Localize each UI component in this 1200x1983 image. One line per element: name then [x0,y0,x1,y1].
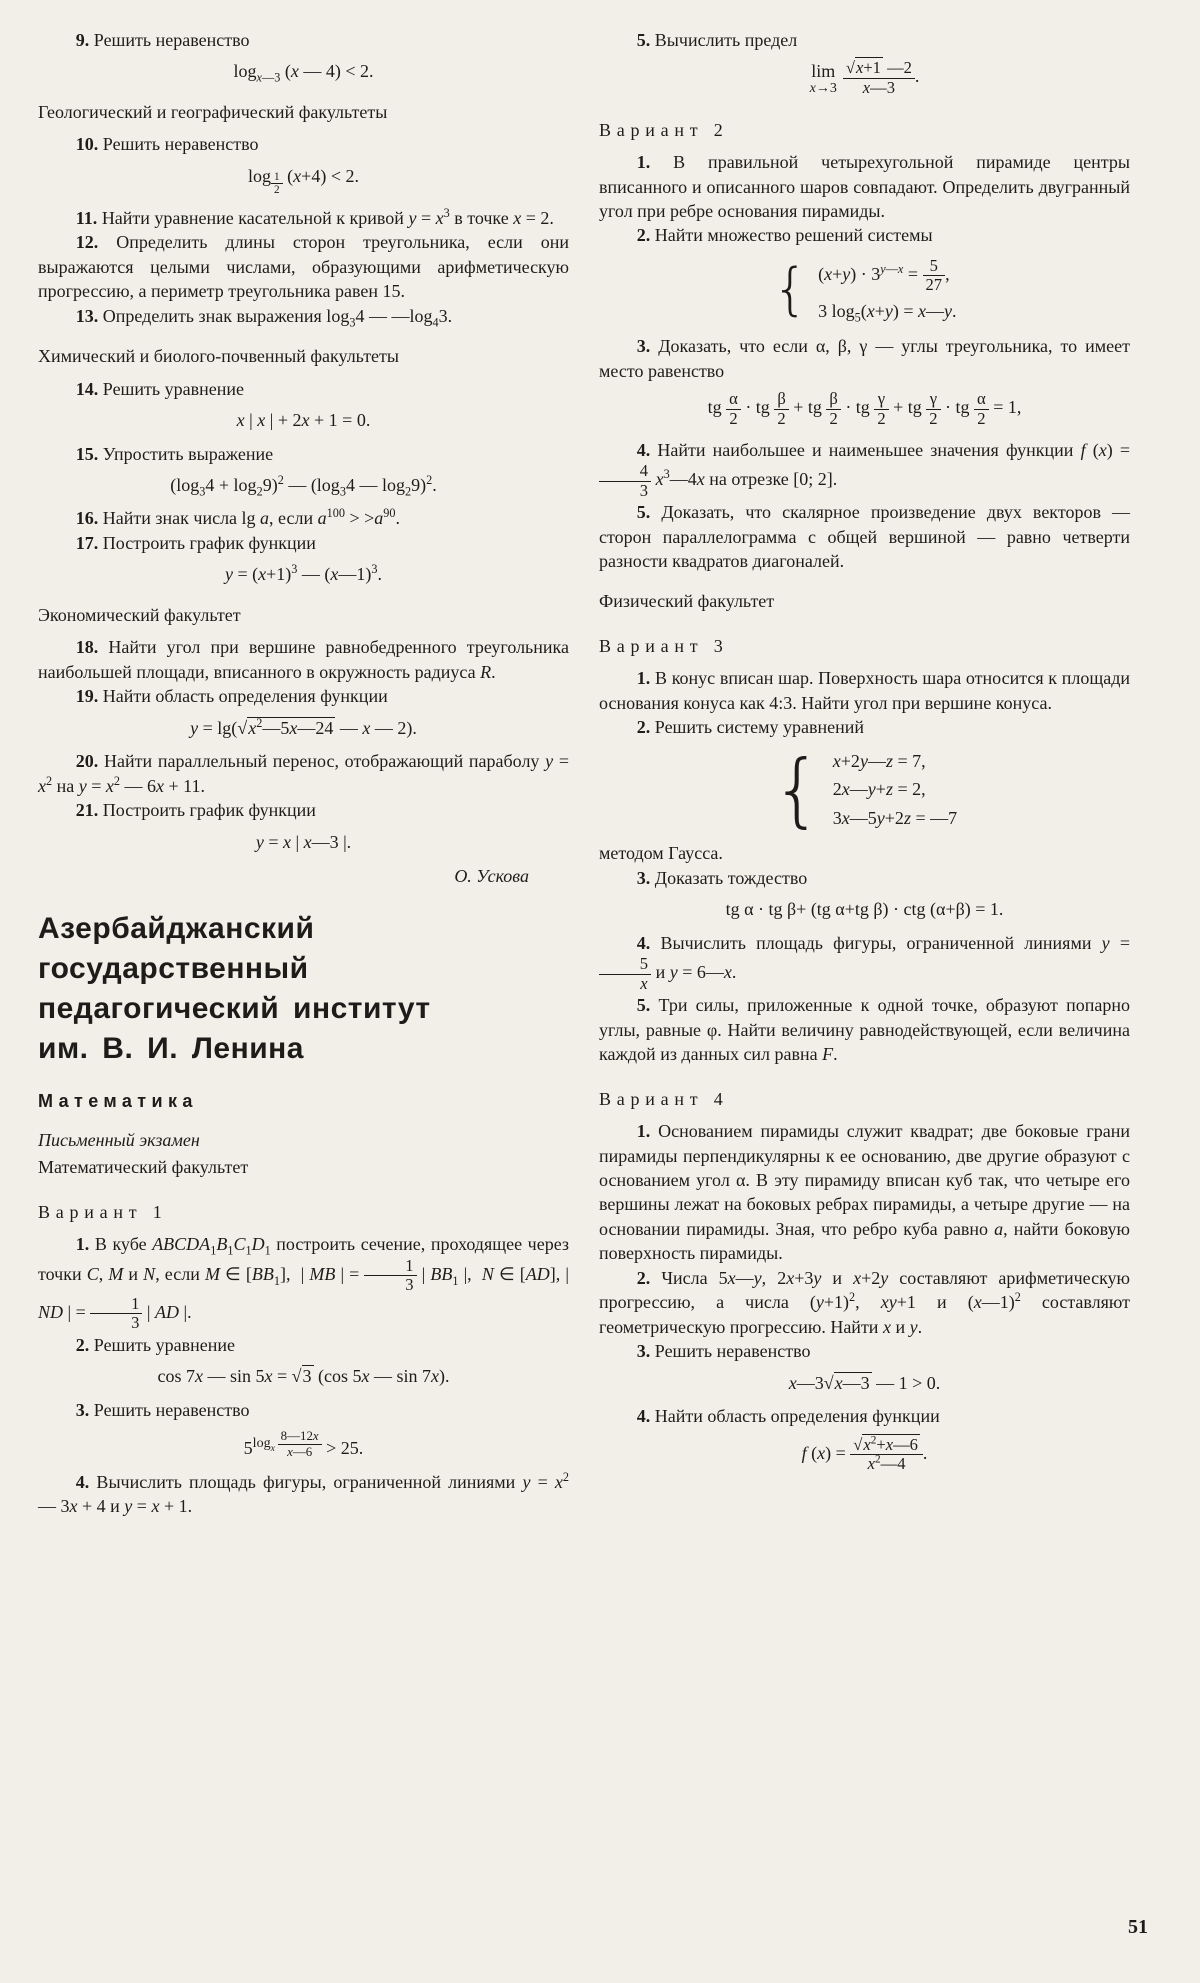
variant-heading: Вариант 2 [599,119,729,140]
problem-paragraph: 10. Решить неравенство [75,134,259,155]
problem-paragraph: 5. Три силы, приложенные к одной точке, образуют попарно углы, равные φ. Найти величину равнодействующей, если величина каждой из данных сил равна F. [599,995,1130,1065]
problem-paragraph: 12. Определить длины сторон треугольника, если они выражаются целыми числами, образующими арифметическую прогрессию, а периметр треугольника равен 15. [38,232,569,302]
problem-paragraph: 3. Доказать тождество [636,867,808,888]
problem-paragraph: 21. Построить график функции [75,800,316,821]
math-formula: $(\log_34 + \log_29)^2$ — ($\log_34$ — $\log_29)^2$. [170,472,437,499]
math-formula: x | x | + 2x + 1 = 0. [236,410,371,431]
problem-paragraph: 2. Числа 5x—y, 2x+3y и x+2y составляют арифметическую прогрессию, а числа $(y+1)^2$, xy+1 и (x—1)$^2$ составляют геометрическую прогрессию. Найти x и y. [599,1267,1131,1337]
institute-heading: Азербайджанский государственный педагогический институт им. В. И. Ленина [38,911,431,1066]
right-column [599,28,1130,1519]
math-formula: tg $\frac{\alpha}{2}$ · tg $\frac{\beta}{2}$ + tg $\frac{\beta}{2}$ · tg $\frac{\gamma}{2}$ + tg $\frac{\gamma}{2}$ · tg $\frac{\alpha}{2}$ = 1, [707,389,1022,428]
exam-type-label: Письменный экзамен [38,1129,200,1150]
faculty-heading: Экономический факультет [38,604,241,625]
problem-paragraph: 5. Вычислить предел [636,30,798,50]
faculty-heading: Физический факультет [599,591,775,612]
problem-paragraph: 3. Решить неравенство [75,1399,250,1420]
problem-paragraph: 20. Найти параллельный перенос, отображающий параболу $y = x^2$ на $y = x^2$ — 6x + 11. [38,751,569,796]
problem-paragraph: 1. В конус вписан шар. Поверхность шара относится к площади основания конуса как 4:3. Найти угол при вершине конуса. [599,668,1130,713]
problem-paragraph: 4. Найти область определения функции [636,1406,940,1427]
page-number: 51 [1128,1915,1148,1938]
math-formula: x—3√x—3 — 1 > 0. [788,1372,941,1393]
math-formula: $\log_{x—3} (x$ — 4) < 2. [233,61,374,86]
math-formula: { $(x+y) \cdot 3^{y—x}$ = $\frac{5}{27}$ , 3 $\log_5(x+y)$ = x—y. [772,255,957,325]
problem-paragraph: 4. Вычислить площадь фигуры, ограниченной линиями y = $\frac{5}{x}$ и y = 6—x. [599,931,1130,994]
problem-paragraph: 2. Найти множество решений системы [636,225,933,246]
problem-paragraph: 11. Найти уравнение касательной к кривой $y = x^3$ в точке x = 2. [75,205,554,228]
math-formula: log $_{\frac{1}{2}}$ (x+4) < 2. [248,165,359,197]
subject-heading: Математика [38,1091,198,1112]
problem-paragraph: 1. В кубе $ABCDA_1B_1C_1D_1$ построить сечение, проходящее через точки C, M и N, если M ∈ $[BB_1]$, | MB | = $\frac{1}{3}$ | $BB_1$ |, N ∈ [AD], | ND | = $\frac{1}{3}$ | AD |. [38,1234,570,1333]
variant-heading: Вариант 4 [599,1088,729,1109]
math-formula: tg α · tg β+ (tg α+tg β) · ctg (α+β) = 1. [725,899,1004,920]
problem-paragraph: 2. Решить систему уравнений [636,717,864,738]
author-signature: О. Ускова [454,866,529,887]
problem-paragraph: 19. Найти область определения функции [75,686,388,707]
math-formula: cos 7x — sin 5x = √3 (cos 5x — sin 7x). [157,1366,450,1387]
problem-paragraph: 1. Основанием пирамиды служит квадрат; две боковые грани пирамиды перпендикулярны к ее основанию, две другие образуют с основанием угол α. В эту пирамиду вписан куб так, что четыре его вершины лежат на боковых ребрах пирамиды, а четыре другие — на основании пирамиды. Зная, что ребро куба равно a, найти боковую поверхность пирамиды. [599,1121,1130,1264]
problem-paragraph: 3. Доказать, что если α, β, γ — углы треугольника, то имеет место равенство [599,336,1130,381]
math-formula: f (x) = $\frac{√x^2+x—6}{x^2—4}$ . [801,1434,928,1474]
math-formula: $y = (x+1)^3$ — (x—1)$^3$. [224,562,383,585]
problem-paragraph: 1. В правильной четырехугольной пирамиде центры вписанного и описанного шаров совпадают. Определить двугранный угол при ребре основания пирамиды. [599,152,1130,221]
problem-paragraph: 4. Найти наибольшее и наименьшее значения функции f (x) = $\frac{4}{3}$ $x^3—4x$ на отрезке [0; 2]. [599,438,1130,501]
math-formula: y = x | x—3 |. [255,831,352,852]
math-formula: $5^{log_x \frac{8—12x}{x—6}}$ > 25. [243,1428,364,1459]
math-formula: $y = \lg(√x^2—5x—24$ — x — 2). [190,715,417,738]
math-formula: lim x→3 $\frac{√x+1 —2}{x—3}$ . [809,58,920,98]
problem-paragraph: 13. Определить знак выражения $\log_34$ — $—\log_43$. [75,305,453,330]
problem-paragraph: 14. Решить уравнение [75,378,244,399]
problem-paragraph: 3. Решить неравенство [636,1341,811,1362]
problem-paragraph: 16. Найти знак числа lg a, если $a^{100} > >a^{90}$. [75,506,400,529]
problem-paragraph: 15. Упростить выражение [75,443,274,464]
faculty-heading: Химический и биолого-почвенный факультеты [38,346,400,367]
variant-heading: Вариант 1 [38,1201,168,1222]
problem-paragraph: 2. Решить уравнение [75,1334,235,1355]
two-column-layout [38,28,1130,1519]
faculty-heading: Геологический и географический факультеты [38,101,388,122]
continuation-paragraph: методом Гаусса. [599,843,723,864]
problem-paragraph: 4. Вычислить площадь фигуры, ограниченной линиями $y = x^2$ — 3x + 4 и y = x + 1. [38,1469,569,1517]
problem-paragraph: 5. Доказать, что скалярное произведение двух векторов — сторон параллелограмма с общей вершиной — равно четверти разности квадратов диагоналей. [599,502,1130,571]
left-column [38,28,569,1519]
faculty-line: Математический факультет [38,1157,249,1178]
problem-paragraph: 17. Построить график функции [75,532,316,553]
problem-paragraph: 18. Найти угол при вершине равнобедренного треугольника наибольшей площади, вписанного в окружность радиуса R. [38,637,569,682]
variant-heading: Вариант 3 [599,635,729,656]
problem-paragraph: 9. Решить неравенство [75,30,250,50]
math-formula: { x+2y—z = 7, 2x—y+z = 2, 3x—5y+2z = —7 [771,742,958,836]
